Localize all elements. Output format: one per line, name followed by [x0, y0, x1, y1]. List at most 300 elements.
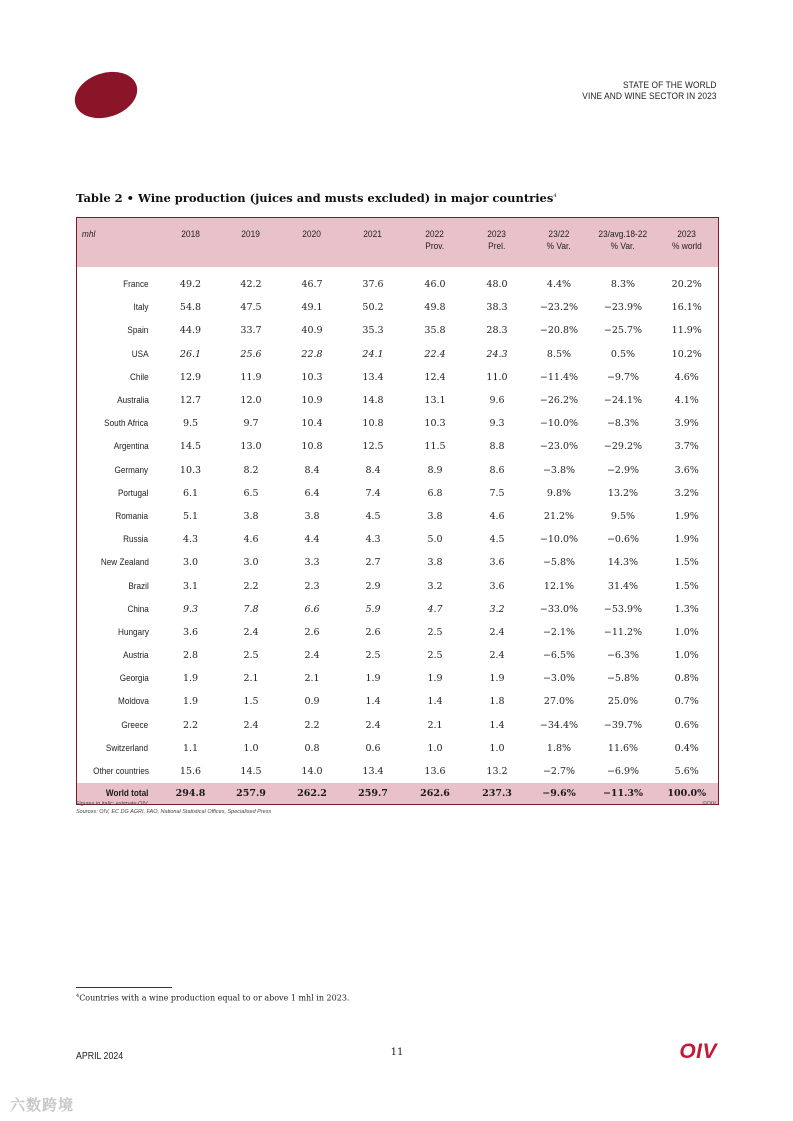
value-cell: 9.5%	[610, 510, 636, 522]
value-cell: 16.1%	[671, 302, 702, 314]
brand-blob-logo	[69, 64, 143, 126]
oiv-logo: OIV	[679, 1040, 717, 1063]
value-cell: 0.8	[304, 742, 320, 754]
value-cell: 1.9%	[674, 510, 699, 522]
value-cell: 3.9%	[674, 418, 699, 430]
value-cell: 22.4	[424, 348, 446, 360]
value-cell: 46.0	[424, 279, 446, 291]
column-header-9	[656, 218, 719, 268]
value-cell: 13.2	[486, 766, 508, 778]
value-cell: 3.2	[427, 580, 443, 592]
value-cell: 9.7	[243, 418, 259, 430]
value-cell: 42.2	[240, 279, 262, 291]
value-cell: 9.3	[182, 603, 199, 615]
table-row	[77, 690, 719, 713]
value-cell: 1.0	[427, 742, 443, 754]
country-name: USA	[131, 348, 149, 360]
value-cell: 10.9	[301, 395, 323, 407]
column-header-line2: Prel.	[488, 241, 506, 252]
value-cell: −3.0%	[542, 673, 576, 685]
country-name: South Africa	[104, 418, 149, 430]
value-cell: 8.5%	[546, 348, 572, 360]
document-header	[583, 80, 717, 102]
country-name: Italy	[133, 302, 149, 314]
country-cell	[77, 528, 161, 551]
value-cell: −33.0%	[539, 603, 579, 615]
total-label: World total	[105, 788, 149, 800]
value-cell: 12.4	[424, 371, 446, 383]
country-name: Germany	[114, 464, 149, 476]
value-cell: 14.5	[179, 441, 202, 453]
column-header-line1: 2021	[363, 229, 383, 240]
country-cell	[77, 267, 161, 296]
value-cell: 4.6	[489, 510, 505, 522]
country-cell	[77, 760, 161, 783]
wine-production-table	[76, 217, 719, 805]
value-cell: 11.6%	[607, 742, 639, 754]
value-cell: 14.3%	[607, 557, 639, 569]
column-header-3	[282, 218, 343, 268]
table-row	[77, 621, 719, 644]
value-cell: −26.2%	[539, 395, 579, 407]
value-cell: 12.7	[179, 395, 202, 407]
value-cell: 2.6	[304, 626, 320, 638]
country-cell	[77, 435, 161, 458]
value-cell: 1.8%	[546, 742, 572, 754]
value-cell: −10.0%	[539, 534, 579, 546]
value-cell: 1.4	[427, 696, 443, 708]
value-cell: 2.4	[489, 650, 505, 662]
value-cell: 2.7	[365, 557, 381, 569]
value-cell: 2.4	[489, 626, 505, 638]
value-cell: 8.4	[365, 464, 381, 476]
value-cell: −5.8%	[542, 557, 576, 569]
column-header-line1: 2022	[425, 229, 445, 240]
value-cell: 14.8	[362, 395, 384, 407]
value-cell: 0.6%	[674, 719, 699, 731]
value-cell: 6.1	[182, 487, 199, 499]
country-cell	[77, 737, 161, 760]
table-row	[77, 412, 719, 435]
value-cell: 1.8	[489, 696, 505, 708]
table-notes	[76, 801, 271, 816]
value-cell: 12.0	[240, 395, 262, 407]
value-cell: 10.2%	[671, 348, 702, 360]
value-cell: 21.2%	[543, 510, 575, 522]
value-cell: 0.8%	[674, 673, 699, 685]
column-header-4	[343, 218, 404, 268]
table-header-row	[77, 218, 719, 268]
value-cell: 6.5	[243, 487, 259, 499]
table-row	[77, 598, 719, 621]
table-row	[77, 435, 719, 458]
value-cell: 4.6%	[674, 371, 699, 383]
country-name: China	[127, 603, 149, 615]
value-cell: 2.4	[243, 719, 259, 731]
value-cell: 2.1	[304, 673, 320, 685]
country-name: Austria	[123, 650, 149, 662]
value-cell: 31.4%	[607, 580, 639, 592]
value-cell: 50.2	[362, 302, 384, 314]
value-cell: −29.2%	[603, 441, 643, 453]
value-cell: 7.4	[365, 487, 381, 499]
country-name: Chile	[129, 371, 149, 383]
value-cell: 3.8	[427, 557, 443, 569]
note-italic-estimate: Figures in italic: estimate OIV	[76, 801, 148, 807]
value-cell: 1.9	[182, 696, 199, 708]
value-cell: 27.0%	[543, 696, 575, 708]
value-cell: 4.1%	[674, 395, 699, 407]
value-cell: −9.7%	[606, 371, 640, 383]
value-cell: 2.1	[427, 719, 443, 731]
value-cell: −6.5%	[542, 650, 576, 662]
value-cell: −23.0%	[539, 441, 579, 453]
table-row	[77, 389, 719, 412]
value-cell: 49.1	[301, 302, 323, 314]
value-cell: 1.5%	[674, 580, 699, 592]
value-cell: 0.7%	[674, 696, 699, 708]
value-cell: 38.3	[486, 302, 508, 314]
value-cell: 4.5	[489, 534, 505, 546]
value-cell: 3.6	[489, 557, 505, 569]
total-value-cell: −11.3%	[591, 783, 656, 805]
footnote-text: Countries with a wine production equal to or above 1 mhl in 2023.	[79, 993, 350, 1003]
column-header-line2: % world	[671, 241, 702, 252]
total-value-cell: 257.9	[221, 783, 282, 805]
value-cell: −6.9%	[606, 766, 640, 778]
table-row	[77, 267, 719, 296]
value-cell: 1.5	[243, 696, 259, 708]
value-cell: 40.9	[301, 325, 323, 337]
column-header-line2: % Var.	[546, 241, 572, 252]
value-cell: 6.4	[304, 487, 320, 499]
value-cell: 13.4	[362, 766, 384, 778]
country-name: Greece	[121, 719, 149, 731]
value-cell: 4.7	[427, 603, 443, 615]
value-cell: 10.3	[179, 464, 202, 476]
value-cell: 8.3%	[610, 279, 636, 291]
column-header-7	[528, 218, 591, 268]
country-cell	[77, 505, 161, 528]
value-cell: 2.2	[243, 580, 259, 592]
value-cell: 1.9	[427, 673, 443, 685]
value-cell: 13.4	[362, 371, 384, 383]
country-name: Australia	[116, 395, 149, 407]
country-name: Other countries	[92, 766, 149, 778]
value-cell: 5.0	[427, 534, 443, 546]
value-cell: 4.4%	[546, 279, 572, 291]
value-cell: 8.9	[427, 464, 443, 476]
value-cell: 9.5	[182, 418, 199, 430]
value-cell: −34.4%	[539, 719, 579, 731]
country-cell	[77, 459, 161, 482]
note-sources: Sources: OIV, EC DG AGRI, FAO, National Statistical Offices, Specialised Press	[76, 808, 272, 815]
value-cell: 13.0	[240, 441, 262, 453]
value-cell: 0.9	[304, 696, 320, 708]
table-row	[77, 505, 719, 528]
value-cell: 12.1%	[543, 580, 575, 592]
value-cell: 4.6	[243, 534, 259, 546]
value-cell: −0.6%	[606, 534, 640, 546]
country-cell	[77, 644, 161, 667]
header-line-2: VINE AND WINE SECTOR IN 2023	[582, 91, 717, 102]
value-cell: −11.4%	[539, 371, 579, 383]
country-cell	[77, 551, 161, 574]
column-header-6	[467, 218, 528, 268]
country-name: New Zealand	[100, 557, 149, 569]
table-row	[77, 296, 719, 319]
total-value-cell: 262.6	[404, 783, 467, 805]
footnote-number: 4	[76, 993, 80, 999]
value-cell: −20.8%	[539, 325, 579, 337]
value-cell: 3.1	[182, 580, 199, 592]
column-header-2	[221, 218, 282, 268]
footnote-divider	[76, 987, 172, 988]
value-cell: −5.8%	[606, 673, 640, 685]
value-cell: 37.6	[362, 279, 384, 291]
value-cell: 1.1	[182, 742, 199, 754]
value-cell: 3.8	[243, 510, 259, 522]
value-cell: 10.3	[301, 371, 323, 383]
value-cell: 0.5%	[610, 348, 636, 360]
value-cell: 3.0	[243, 557, 259, 569]
value-cell: 2.2	[304, 719, 320, 731]
value-cell: 8.6	[489, 464, 505, 476]
value-cell: 7.5	[489, 487, 505, 499]
value-cell: 22.8	[301, 348, 323, 360]
value-cell: 3.6	[489, 580, 505, 592]
value-cell: −10.0%	[539, 418, 579, 430]
country-cell	[77, 598, 161, 621]
column-header-5	[404, 218, 467, 268]
column-header-line1: 23/22	[548, 229, 570, 240]
value-cell: 1.0%	[674, 626, 699, 638]
table-row	[77, 551, 719, 574]
value-cell: 35.3	[362, 325, 384, 337]
value-cell: 5.9	[365, 603, 381, 615]
table-row	[77, 667, 719, 690]
value-cell: −2.7%	[542, 766, 576, 778]
value-cell: 2.4	[365, 719, 381, 731]
value-cell: 3.6%	[674, 464, 699, 476]
value-cell: 6.6	[304, 603, 320, 615]
value-cell: 4.3	[182, 534, 199, 546]
total-value-cell: −9.6%	[528, 783, 591, 805]
country-cell	[77, 690, 161, 713]
value-cell: 13.6	[424, 766, 446, 778]
column-header-line1: 23/avg.18-22	[598, 229, 648, 240]
country-name: Hungary	[117, 626, 149, 638]
country-cell	[77, 714, 161, 737]
value-cell: 4.3	[365, 534, 381, 546]
column-header-8	[591, 218, 656, 268]
country-name: Switzerland	[106, 742, 149, 754]
country-cell	[77, 667, 161, 690]
country-cell	[77, 366, 161, 389]
value-cell: 3.3	[304, 557, 320, 569]
column-header-line1: 2018	[181, 229, 200, 240]
value-cell: 3.6	[182, 626, 199, 638]
table-title	[76, 191, 557, 205]
value-cell: 15.6	[179, 766, 202, 778]
table-row	[77, 528, 719, 551]
value-cell: 1.4	[365, 696, 381, 708]
value-cell: 2.3	[304, 580, 320, 592]
value-cell: 13.1	[424, 395, 446, 407]
value-cell: 0.6	[365, 742, 381, 754]
country-name: Moldova	[117, 696, 149, 708]
value-cell: 10.3	[424, 418, 446, 430]
value-cell: 44.9	[179, 325, 202, 337]
table-row	[77, 366, 719, 389]
table-row	[77, 760, 719, 783]
value-cell: 14.5	[240, 766, 262, 778]
total-value-cell: 100.0%	[656, 783, 719, 805]
value-cell: 1.9	[365, 673, 381, 685]
country-cell	[77, 319, 161, 342]
value-cell: 14.0	[301, 766, 323, 778]
value-cell: 1.4	[489, 719, 505, 731]
total-value-cell: 237.3	[467, 783, 528, 805]
value-cell: 1.5%	[674, 557, 699, 569]
value-cell: 7.8	[243, 603, 259, 615]
value-cell: 5.1	[182, 510, 199, 522]
table-row	[77, 319, 719, 342]
watermark: 六数跨境	[10, 1096, 75, 1114]
table-row	[77, 574, 719, 597]
table-row	[77, 482, 719, 505]
column-header-0	[77, 218, 161, 268]
value-cell: 2.8	[182, 650, 199, 662]
country-cell	[77, 412, 161, 435]
value-cell: −2.9%	[606, 464, 640, 476]
column-header-1	[161, 218, 221, 268]
footnote	[76, 993, 349, 1003]
table-row	[77, 737, 719, 760]
table-row	[77, 714, 719, 737]
value-cell: 2.9	[365, 580, 381, 592]
value-cell: −39.7%	[603, 719, 643, 731]
table-title-text: Table 2 • Wine production (juices and musts excluded) in major countries	[76, 191, 554, 205]
value-cell: 46.7	[301, 279, 323, 291]
value-cell: 1.9	[182, 673, 199, 685]
value-cell: 8.4	[304, 464, 320, 476]
value-cell: 26.1	[179, 348, 202, 360]
value-cell: −53.9%	[603, 603, 643, 615]
value-cell: −8.3%	[606, 418, 640, 430]
column-header-line1: 2023	[487, 229, 507, 240]
value-cell: 9.3	[489, 418, 505, 430]
column-header-line1: 2023	[677, 229, 697, 240]
country-name: Argentina	[113, 441, 149, 453]
value-cell: 9.8%	[546, 487, 572, 499]
value-cell: 6.8	[427, 487, 443, 499]
country-name: Portugal	[118, 487, 149, 499]
value-cell: 5.6%	[674, 766, 699, 778]
value-cell: 3.8	[304, 510, 320, 522]
country-cell	[77, 296, 161, 319]
table-row	[77, 459, 719, 482]
value-cell: 2.4	[304, 650, 320, 662]
value-cell: −2.1%	[542, 626, 576, 638]
value-cell: 12.9	[179, 371, 202, 383]
country-name: Georgia	[119, 673, 149, 685]
value-cell: 3.8	[427, 510, 443, 522]
value-cell: 10.4	[301, 418, 323, 430]
table-row	[77, 343, 719, 366]
value-cell: 20.2%	[671, 279, 702, 291]
value-cell: −6.3%	[606, 650, 640, 662]
column-header-line2: Prov.	[425, 241, 445, 252]
table-row	[77, 644, 719, 667]
value-cell: 11.5	[424, 441, 446, 453]
country-cell	[77, 621, 161, 644]
column-header-line1: mhl	[81, 229, 96, 240]
value-cell: 2.2	[182, 719, 199, 731]
value-cell: 47.5	[240, 302, 262, 314]
value-cell: 28.3	[486, 325, 508, 337]
value-cell: 3.2%	[674, 487, 699, 499]
value-cell: 2.5	[427, 626, 443, 638]
table-title-footnote-ref: 4	[553, 193, 557, 200]
country-name: France	[123, 279, 149, 291]
total-value-cell: 262.2	[282, 783, 343, 805]
value-cell: 25.6	[240, 348, 262, 360]
value-cell: 4.4	[304, 534, 320, 546]
country-name: Brazil	[128, 580, 149, 592]
value-cell: 1.3%	[674, 603, 699, 615]
value-cell: 49.2	[179, 279, 202, 291]
total-value-cell: 259.7	[343, 783, 404, 805]
country-cell	[77, 389, 161, 412]
country-name: Spain	[127, 325, 149, 337]
value-cell: 2.5	[365, 650, 381, 662]
value-cell: 2.5	[243, 650, 259, 662]
value-cell: 24.1	[362, 348, 384, 360]
value-cell: 33.7	[240, 325, 262, 337]
value-cell: −23.9%	[603, 302, 643, 314]
value-cell: 3.0	[182, 557, 199, 569]
value-cell: 8.8	[489, 441, 505, 453]
value-cell: 11.0	[486, 371, 508, 383]
value-cell: 49.8	[424, 302, 446, 314]
value-cell: 13.2%	[607, 487, 639, 499]
value-cell: 54.8	[179, 302, 202, 314]
value-cell: −23.2%	[539, 302, 579, 314]
copyright-label: ©OIV	[702, 801, 716, 807]
value-cell: 3.2	[489, 603, 505, 615]
value-cell: 1.0	[243, 742, 259, 754]
page-number: 11	[390, 1047, 404, 1058]
country-cell	[77, 482, 161, 505]
value-cell: 2.6	[365, 626, 381, 638]
column-header-line1: 2020	[302, 229, 322, 240]
value-cell: 0.4%	[674, 742, 699, 754]
value-cell: 10.8	[301, 441, 323, 453]
value-cell: 1.0	[489, 742, 505, 754]
value-cell: 1.0%	[674, 650, 699, 662]
value-cell: 12.5	[362, 441, 384, 453]
country-name: Romania	[115, 510, 149, 522]
value-cell: 11.9	[240, 371, 262, 383]
value-cell: 48.0	[486, 279, 508, 291]
value-cell: 1.9%	[674, 534, 699, 546]
value-cell: 11.9%	[671, 325, 702, 337]
country-name: Russia	[123, 534, 149, 546]
country-cell	[77, 574, 161, 597]
value-cell: 2.4	[243, 626, 259, 638]
value-cell: −11.2%	[603, 626, 643, 638]
